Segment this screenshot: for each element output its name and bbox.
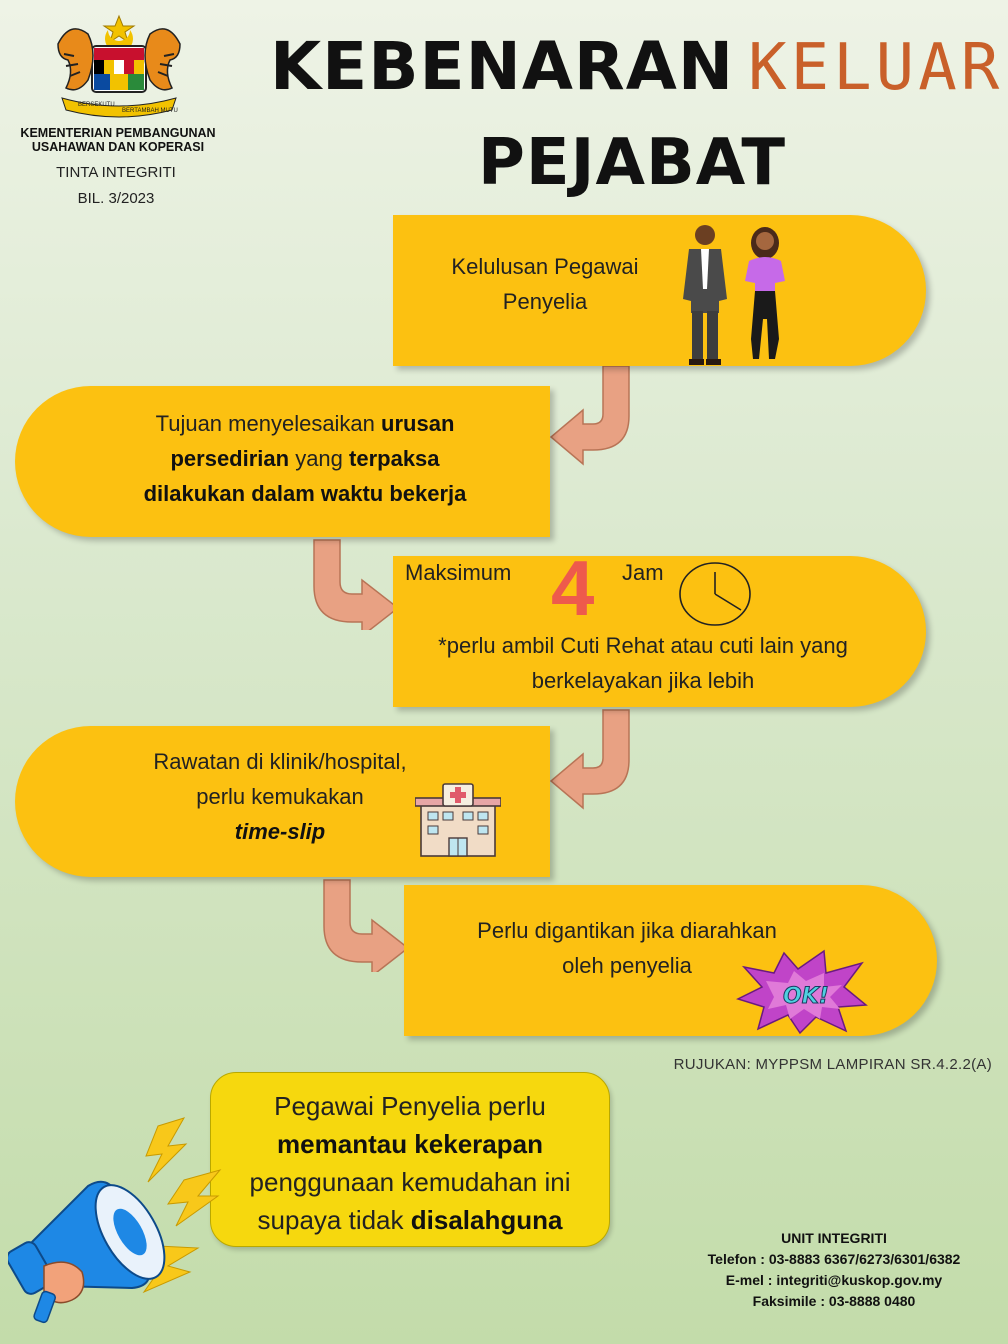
step-2-line-1 xyxy=(75,406,535,441)
callout-line-2: memantau kekerapan xyxy=(277,1129,543,1159)
step-2-line-2-a: persedirian xyxy=(170,446,290,471)
supervisor-callout xyxy=(210,1072,610,1247)
page-title-line-2: PEJABAT xyxy=(478,126,786,200)
step-2-line-2-b: yang xyxy=(289,446,350,471)
title-part-2: KELUAR xyxy=(748,31,1004,105)
svg-text:BERTAMBAH MUTU: BERTAMBAH MUTU xyxy=(122,108,178,114)
megaphone-icon xyxy=(8,1116,238,1326)
max-hours-number: 4 xyxy=(551,544,595,632)
publication-name: TINTA INTEGRITI xyxy=(56,164,176,181)
ministry-line-2: USAHAWAN DAN KOPERASI xyxy=(31,140,205,154)
step-2-text xyxy=(75,406,535,511)
connector-arrow-4 xyxy=(318,878,414,972)
hours-label: Jam xyxy=(622,560,664,585)
step-3-note xyxy=(393,628,893,698)
step-4-line-2: perlu kemukakan xyxy=(196,784,364,809)
step-1-line-2: Penyelia xyxy=(502,289,588,314)
step-1-supervisor-approval xyxy=(393,215,926,366)
step-3-max-hours xyxy=(393,544,926,707)
step-4-clinic-treatment xyxy=(15,726,550,877)
business-people-icon xyxy=(665,219,815,367)
step-5-line-1: Perlu digantikan jika diarahkan xyxy=(477,918,777,943)
callout-line-1: Pegawai Penyelia perlu xyxy=(274,1091,546,1121)
hospital-icon xyxy=(415,782,501,860)
callout-line-3: penggunaan kemudahan ini xyxy=(249,1167,571,1197)
step-3-note-line-1: *perlu ambil Cuti Rehat atau cuti lain yang xyxy=(438,633,848,658)
max-label: Maksimum xyxy=(405,560,512,585)
step-2-line-1-a: Tujuan menyelesaikan xyxy=(155,411,382,436)
issue-number: BIL. 3/2023 xyxy=(77,190,155,207)
time-slip-label: time-slip xyxy=(234,819,326,844)
step-2-line-1-b: urusan xyxy=(381,411,455,436)
ok-badge-text: OK! xyxy=(783,984,829,1009)
step-2-line-2-c: terpaksa xyxy=(349,446,440,471)
step-2-line-3-text: dilakukan dalam waktu bekerja xyxy=(143,481,467,506)
reference-note: RUJUKAN: MYPPSM LAMPIRAN SR.4.2.2(A) xyxy=(673,1056,992,1073)
ministry-line-1: KEMENTERIAN PEMBANGUNAN xyxy=(20,126,216,140)
contact-fax: Faksimile : 03-8888 0480 xyxy=(752,1293,916,1309)
step-5-line-2: oleh penyelia xyxy=(562,953,692,978)
clock-icon xyxy=(677,560,757,628)
step-2-line-2 xyxy=(75,441,535,476)
contact-info xyxy=(660,1228,1008,1312)
contact-phone: Telefon : 03-8883 6367/6273/6301/6382 xyxy=(707,1251,961,1267)
step-3-note-line-2: berkelayakan jika lebih xyxy=(531,668,755,693)
ministry-name xyxy=(18,126,218,154)
step-2-purpose xyxy=(15,386,550,537)
callout-line-4-b: disalahguna xyxy=(410,1205,563,1235)
callout-line-4-a: supaya tidak xyxy=(257,1205,411,1235)
step-1-line-1: Kelulusan Pegawai xyxy=(451,254,639,279)
ok-burst-icon xyxy=(736,947,870,1035)
step-1-text xyxy=(413,249,677,319)
coat-of-arms-icon xyxy=(48,14,190,124)
connector-arrow-3 xyxy=(545,708,637,810)
connector-arrow-1 xyxy=(545,364,637,466)
svg-text:BERSEKUTU: BERSEKUTU xyxy=(78,102,115,108)
page-title xyxy=(270,28,1003,105)
contact-email: E-mel : integriti@kuskop.gov.my xyxy=(725,1272,943,1288)
step-2-line-3 xyxy=(75,476,535,511)
callout-line-4 xyxy=(211,1205,609,1236)
connector-arrow-2 xyxy=(308,538,404,630)
contact-unit: UNIT INTEGRITI xyxy=(781,1230,887,1246)
title-part-1: KEBENARAN xyxy=(270,28,735,105)
step-4-line-1: Rawatan di klinik/hospital, xyxy=(153,749,407,774)
step-4-text xyxy=(115,744,445,849)
step-5-replacement xyxy=(404,885,937,1036)
